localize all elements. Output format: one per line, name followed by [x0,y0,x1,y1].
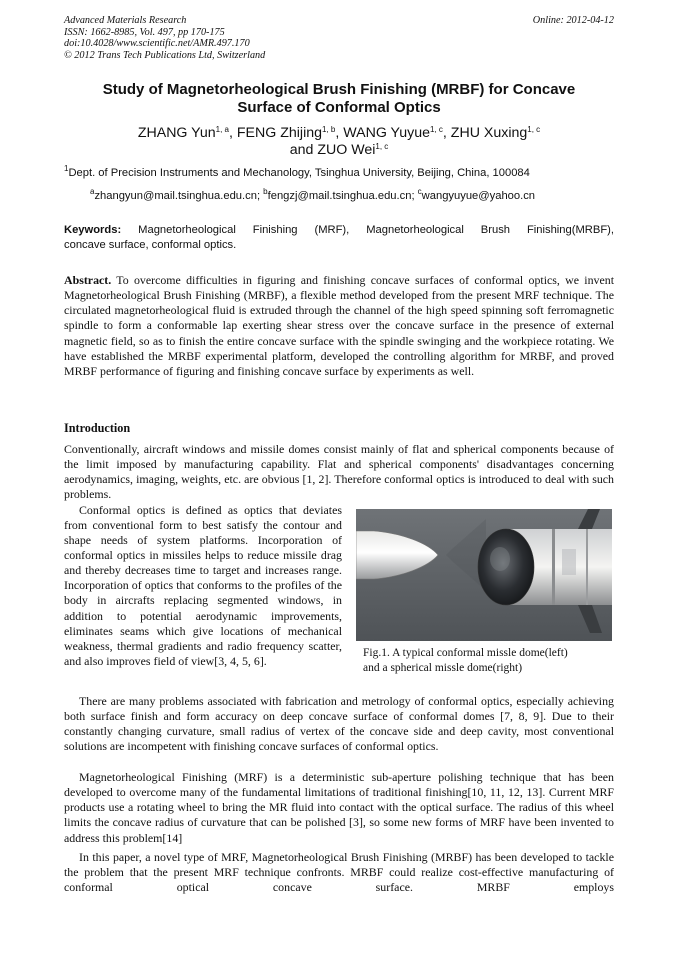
keywords-line-2: concave surface, conformal optics. [64,239,237,251]
intro-paragraph-2: Conformal optics is defined as optics that deviates from conventional form to best satisfy the contour and shape needs of system platforms. Incorporation of conformal optics in missiles helps to reduce missile drag and thereby decreases time to target and increases range. Incorporation of optics that conforms to the profiles of the body in aircrafts replacing segmented windows, in addition to potential aerodynamic improvements, eliminates seams which give locations of mechanical weakness, thermal gradients and radio frequency scatter, and also improves field of view[3, 4, 5, 6]. [64,502,342,669]
keywords-line-1 [64,223,614,237]
doi-line: doi:10.4028/www.scientific.net/AMR.497.170 [64,38,250,49]
figure-caption [363,646,568,675]
author-5-affil: 1, c [375,142,389,151]
intro-paragraph-3: There are many problems associated with fabrication and metrology of conformal optics, especially achieving both surface finish and form accuracy on deep concave surface of conformal domes [7, 8, 9]. Due to their constantly changing curvature, small radius of vertex of the concave side and deep cavity, most conventional solutions are incompetent with finishing concave surfaces of conformal optics. [64,694,614,754]
author-1: ZHANG Yun [137,125,216,141]
figure-caption-line-2: and a spherical missle dome(right) [363,661,523,674]
issn-line: ISSN: 1662-8985, Vol. 497, pp 170-175 [64,26,225,38]
author-2-affil: 1, b [322,125,336,134]
copyright-line: © 2012 Trans Tech Publications Ltd, Switzerland [64,49,266,61]
affiliation [64,166,530,180]
affiliation-text: Dept. of Precision Instruments and Mechanology, Tsinghua University, Beijing, China, 100084 [68,167,530,179]
email-a-sup: a [90,187,95,196]
affiliation-sup: 1 [64,164,69,173]
keywords-text-1: Magnetorheological Finishing (MRF), Magnetorheological Brush Finishing(MRBF), [138,224,614,236]
abstract-text: To overcome difficulties in figuring and finishing concave surfaces of conformal optics, we invent Magnetorheological Brush Finishing (MRBF), a flexible method developed from the present MRF technique. The circulated magnetorheological fluid is extruded through the channel of the high speed spinning soft ferromagnetic spindle to form a conformable lap exerting shear stress over the concave surface in the presence of external magnetic field, so as to finish the entire concave surface with the spindle swinging and the workpiece rotating. We have established the MRBF experimental platform, developed the controlling algorithm for MRBF, and proved MRBF performance of figuring and finishing concave surface by experiments as well. [64,273,614,378]
email-a: zhangyun@mail.tsinghua.edu.cn; [94,190,261,202]
email-c-sup: c [417,187,422,196]
section-heading-introduction: Introduction [64,421,131,435]
author-5: ZUO Wei [317,142,376,158]
keywords-label: Keywords: [64,224,122,236]
intro-paragraph-1: Conventionally, aircraft windows and missile domes consist mainly of flat and spherical components because of the limit imposed by manufacturing capability. Flat and spherical components' disadvantages concerning aerodynamics, imaging, weights, etc. are obvious [1, 2]. Therefore conformal optics is introduced to deal with such problems. [64,442,614,502]
email-line [90,189,535,203]
author-1-affil: 1, a [215,125,229,134]
author-list: ZHANG Yun$^{1, a}$, FENG Zhijing$^{1, b}$, WANG Yuyue$^{1, c}$, ZHU Xuxing$^{1, c}$ and ZUO Wei$^{1, c}$ [137,125,541,158]
author-2: FENG Zhijing [236,125,323,141]
figure-caption-line-1: Fig.1. A typical conformal missle dome(left) [363,647,568,659]
email-b-sup: b [263,187,268,196]
intro-paragraph-5: In this paper, a novel type of MRF, Magnetorheological Brush Finishing (MRBF) has been developed to tackle the problem that the present MRF technique confronts. MRBF could realize cost-effective manufacturing of conformal optical concave surface. MRBF employs [64,850,614,895]
figure-missile-domes [356,509,612,641]
author-3-affil: 1, c [430,125,443,134]
author-and: and [289,142,314,158]
abstract [64,273,614,379]
journal-name: Advanced Materials Research [64,15,187,26]
email-c: wangyuyue@yahoo.cn [421,190,536,202]
author-4: ZHU Xuxing [450,125,528,141]
author-4-affil: 1, c [527,125,541,134]
email-b: fengzj@mail.tsinghua.edu.cn; [267,190,415,202]
paper-title [64,81,614,117]
title-line-1: Study of Magnetorheological Brush Finishing (MRBF) for Concave [102,81,576,98]
author-3: WANG Yuyue [343,125,430,141]
intro-paragraph-4: Magnetorheological Finishing (MRF) is a deterministic sub-aperture polishing technique that has been developed to overcome many of the fundamental limitations of traditional finishing[10, 11, 12, 13]. Current MRF products use a rotating wheel to bring the MR fluid into contact with the optical surface. The radius of this wheel limits the concave radius of curvature that can be polished [3], so some new forms of MRF have been invented to address this problem[14] [64,770,614,845]
missile-domes-image [356,509,612,641]
title-line-2: Surface of Conformal Optics [237,99,441,116]
online-date: Online: 2012-04-12 [532,15,614,26]
abstract-label: Abstract. [64,273,112,287]
